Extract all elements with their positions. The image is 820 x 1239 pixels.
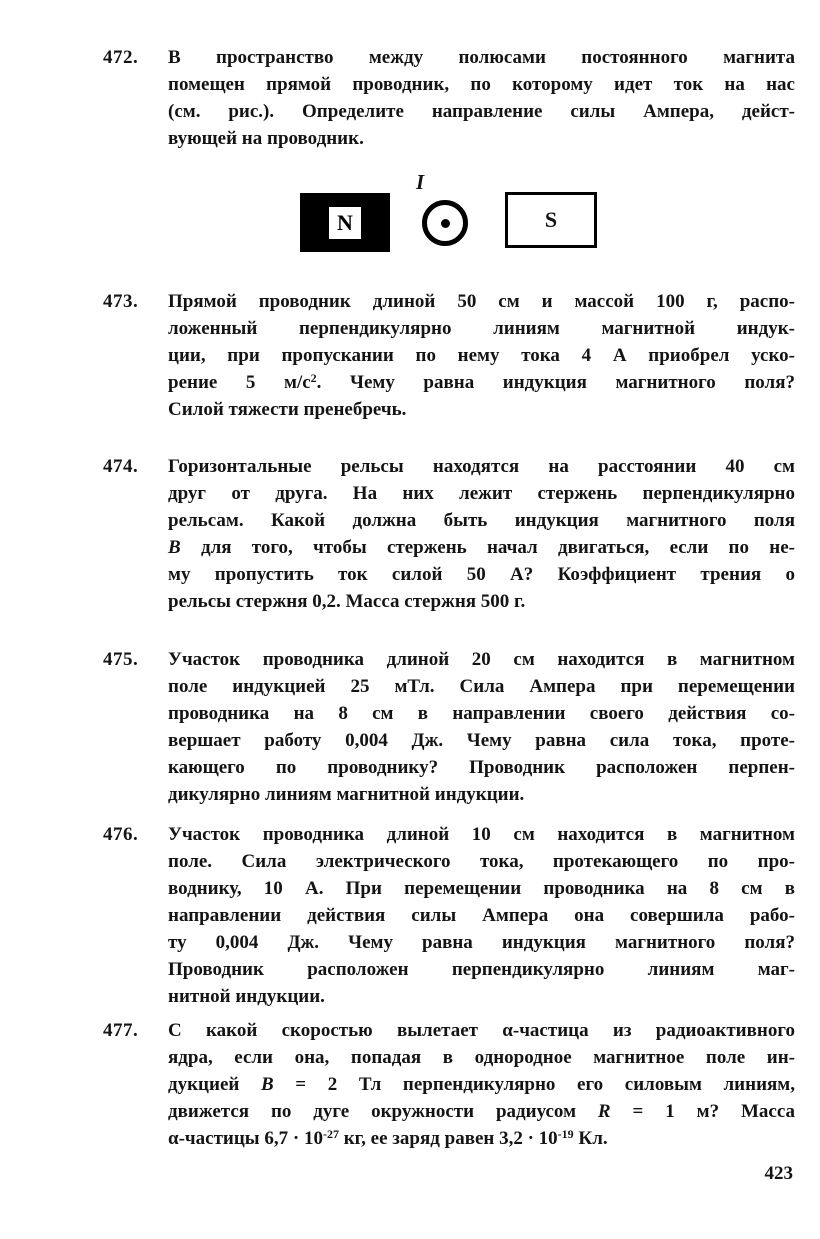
problem-text-line: поле индукцией 25 мТл. Сила Ампера при перемещении: [168, 676, 795, 697]
problem-number: 472.: [103, 47, 139, 68]
problem-473: [103, 288, 795, 423]
problem-text-line: нитной индукции.: [168, 986, 325, 1007]
problem-text-line: вующей на проводник.: [168, 128, 364, 149]
problem-text-line: ту 0,004 Дж. Чему равна индукция магнитного поля?: [168, 932, 795, 953]
problem-text-line: Проводник расположен перпендикулярно линиям маг-: [168, 959, 795, 980]
problem-text-line: проводника на 8 см в направлении своего действия со-: [168, 703, 795, 724]
problem-text-line: Участок проводника длиной 20 см находится в магнитном: [168, 649, 795, 670]
south-pole-block: [505, 192, 597, 248]
problem-text-line: (см. рис.). Определите направление силы Ампера, дейст-: [168, 101, 795, 122]
problem-text-line: рельсам. Какой должна быть индукция магнитного поля: [168, 510, 795, 531]
problem-text: [168, 821, 795, 1010]
problem-text-line: Прямой проводник длиной 50 см и массой 100 г, распо-: [168, 291, 795, 312]
page-number: 423: [764, 1163, 793, 1184]
problem-number: 476.: [103, 824, 139, 845]
problems-section-top: [103, 44, 795, 152]
problem-text: [168, 1017, 795, 1152]
problem-text-line: В пространство между полюсами постоянного магнита: [168, 47, 795, 68]
problem-477: [103, 1017, 795, 1152]
current-out-of-page-icon: [422, 200, 468, 246]
problem-text-line: рение 5 $м/с^2$. Чему равна индукция магнитного поля?: [168, 371, 795, 393]
problem-text-line: Участок проводника длиной 10 см находится в магнитном: [168, 824, 795, 845]
north-pole-label: N: [329, 207, 361, 239]
problem-text-line: друг от друга. На них лежит стержень перпендикулярно: [168, 483, 795, 504]
problem-number: 474.: [103, 456, 139, 477]
problem-text: [168, 646, 795, 808]
problem-475: [103, 646, 795, 808]
problem-476: [103, 821, 795, 1010]
problem-text: [168, 44, 795, 152]
problems-section: [103, 288, 795, 1152]
problem-text-line: поле. Сила электрического тока, протекающего по про-: [168, 851, 795, 872]
problem-number: 475.: [103, 649, 139, 670]
problem-text-line: ядра, если она, попадая в однородное магнитное поле ин-: [168, 1047, 795, 1068]
problem-text-line: му пропустить ток силой 50 А? Коэффициент трения о: [168, 564, 795, 585]
problem-text-line: движется по дуге окружности радиусом R = 1 м? Масса: [168, 1101, 795, 1122]
problem-text-line: дукцией B = 2 Тл перпендикулярно его силовым линиям,: [168, 1074, 795, 1095]
south-pole-label: S: [544, 207, 558, 232]
problem-number: 477.: [103, 1020, 139, 1041]
problem-text-line: С какой скоростью вылетает α-частица из радиоактивного: [168, 1020, 795, 1041]
problem-number: 473.: [103, 291, 139, 312]
current-dot-icon: [441, 219, 450, 228]
problem-text-line: дикулярно линиям магнитной индукции.: [168, 784, 525, 805]
problem-text-line: вершает работу 0,004 Дж. Чему равна сила тока, проте-: [168, 730, 795, 751]
problem-text-line: Горизонтальные рельсы находятся на расстоянии 40 см: [168, 456, 795, 477]
problem-text-line: направлении действия силы Ампера она совершила рабо-: [168, 905, 795, 926]
problem-472: [103, 44, 795, 152]
problem-text-line: помещен прямой проводник, по которому идет ток на нас: [168, 74, 795, 95]
current-label: I: [416, 170, 425, 194]
problem-text-line: рельсы стержня 0,2. Масса стержня 500 г.: [168, 591, 526, 612]
problem-text-line: кающего по проводнику? Проводник расположен перпен-: [168, 757, 795, 778]
problem-text-line: B для того, чтобы стержень начал двигаться, если по не-: [168, 537, 795, 558]
problem-text-line: α-частицы $6,7 \cdot 10^{-27}$ кг, ее заряд равен $3,2 \cdot 10^{-19}$ Кл.: [168, 1127, 608, 1149]
problem-text: [168, 453, 795, 615]
problem-text: [168, 288, 795, 423]
figure-magnet-poles: [103, 170, 795, 255]
problem-text-line: ции, при пропускании по нему тока 4 А приобрел уско-: [168, 345, 795, 366]
problem-text-line: воднику, 10 А. При перемещении проводника на 8 см в: [168, 878, 795, 899]
problem-474: [103, 453, 795, 615]
problem-text-line: ложенный перпендикулярно линиям магнитной индук-: [168, 318, 795, 339]
problem-text-line: Силой тяжести пренебречь.: [168, 399, 407, 420]
north-pole-block: [300, 193, 390, 252]
